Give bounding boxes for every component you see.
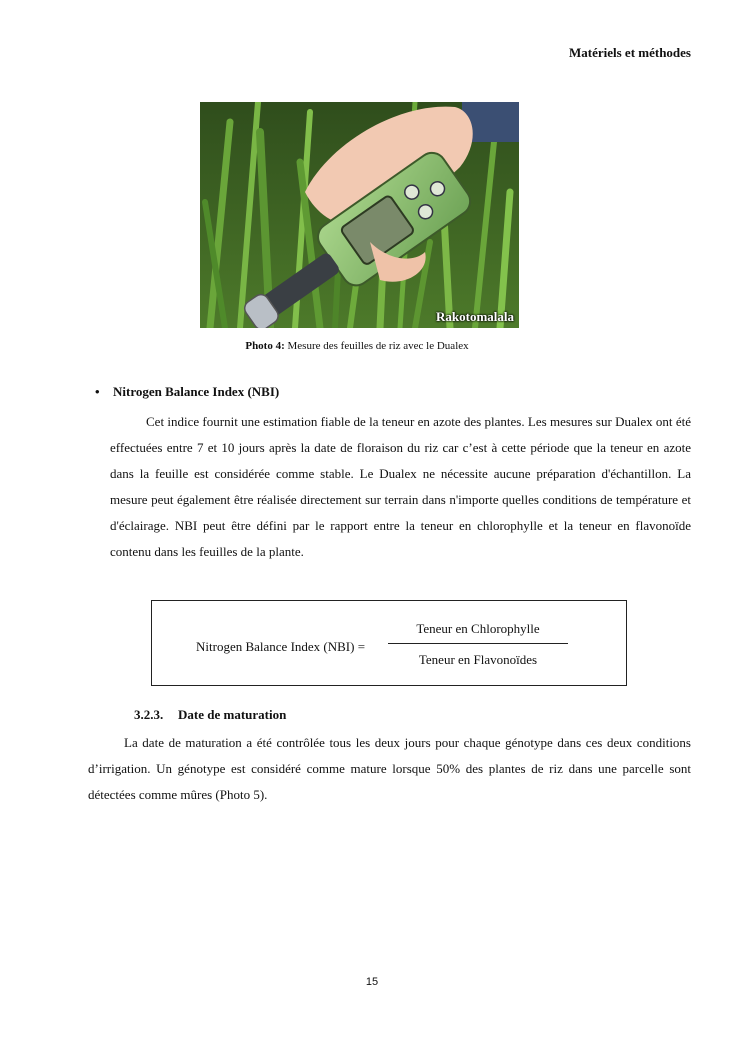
nbi-paragraph xyxy=(110,409,691,565)
nbi-heading-text: Nitrogen Balance Index (NBI) xyxy=(113,384,280,399)
formula-numerator: Teneur en Chlorophylle xyxy=(388,621,568,644)
bullet-icon: • xyxy=(95,384,100,399)
photo-caption xyxy=(0,340,744,352)
maturation-subheading xyxy=(134,707,286,723)
formula-fraction xyxy=(388,621,568,668)
maturation-paragraph-text: La date de maturation a été contrôlée tous les deux jours pour chaque génotype dans ces deux conditions d’irrigation. Un génotype est considéré comme mature lorsque 50% des plantes de riz dans une parcelle sont détectées comme mûres (Photo 5). xyxy=(88,735,691,802)
subsection-title: Date de maturation xyxy=(178,707,287,722)
formula-denominator: Teneur en Flavonoïdes xyxy=(418,652,538,667)
rice-field-illustration xyxy=(200,102,519,328)
nbi-paragraph-text: Cet indice fournit une estimation fiable de la teneur en azote des plantes. Les mesures sur Dualex ont été effectuées entre 7 et 10 jours après la date de floraison du riz car c’est à cette période que la teneur en azote dans la feuille est considérée comme stable. Le Dualex ne nécessite aucune préparation d'échantillon. La mesure peut également être réalisée directement sur terrain dans n'importe quelles conditions de température et d'éclairage. NBI peut être défini par le rapport entre la teneur en chlorophylle et la teneur en flavonoïde contenu dans les feuilles de la plante. xyxy=(110,414,691,559)
maturation-paragraph xyxy=(88,730,691,808)
caption-text: Mesure des feuilles de riz avec le Dualex xyxy=(284,340,469,352)
nbi-formula-box xyxy=(151,600,627,686)
formula-lhs: Nitrogen Balance Index (NBI) = xyxy=(196,639,366,654)
page-number: 15 xyxy=(365,976,379,988)
dualex-photo xyxy=(200,102,519,328)
subsection-number: 3.2.3. xyxy=(134,707,164,722)
nbi-section-heading xyxy=(95,384,280,400)
caption-label: Photo 4: xyxy=(245,340,285,352)
running-header: Matériels et méthodes xyxy=(568,45,691,60)
photo-credit: Rakotomalala xyxy=(436,309,514,324)
